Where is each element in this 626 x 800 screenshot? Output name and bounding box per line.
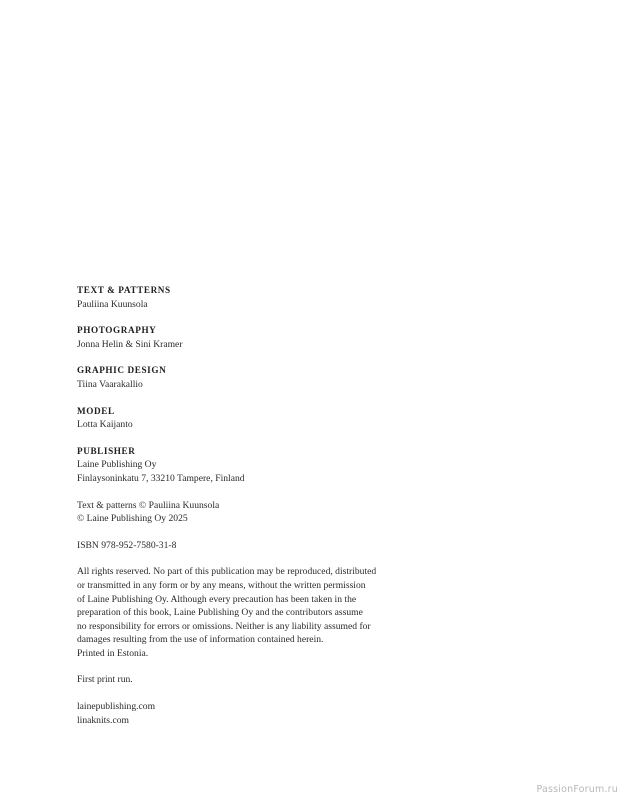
watermark: PassionForum.ru	[536, 784, 618, 795]
rights-line: no responsibility for errors or omissions. Neither is any liability assumed for	[77, 620, 371, 632]
publisher-address: Finlaysoninkatu 7, 33210 Tampere, Finland	[77, 472, 245, 484]
copyright-line: Text & patterns © Pauliina Kuunsola	[77, 499, 220, 511]
rights-line: Printed in Estonia.	[77, 647, 149, 659]
credit-name: Pauliina Kuunsola	[77, 298, 148, 310]
website-link: lainepublishing.com	[77, 701, 156, 713]
credit-heading: MODEL	[77, 405, 115, 416]
credit-heading: TEXT & PATTERNS	[77, 285, 171, 295]
isbn-block	[77, 539, 407, 553]
copyright-notice	[77, 499, 407, 526]
publisher-name: Laine Publishing Oy	[77, 459, 157, 471]
credit-name: Tiina Vaarakallio	[77, 378, 143, 390]
isbn: ISBN 978-952-7580-31-8	[77, 539, 177, 551]
website-link: linaknits.com	[77, 714, 129, 726]
credit-text-patterns	[77, 284, 407, 311]
rights-line: All rights reserved. No part of this publication may be reproduced, distributed	[77, 566, 377, 578]
rights-line: damages resulting from the use of information contained herein.	[77, 634, 324, 646]
copyright-line: © Laine Publishing Oy 2025	[77, 513, 188, 525]
rights-line: or transmitted in any form or by any means, without the written permission	[77, 579, 366, 591]
credit-graphic-design	[77, 364, 407, 391]
print-run: First print run.	[77, 674, 133, 686]
credit-name: Lotta Kaijanto	[77, 419, 133, 431]
credit-heading: PHOTOGRAPHY	[77, 325, 157, 336]
credit-model	[77, 405, 407, 432]
credit-name: Jonna Helin & Sini Kramer	[77, 338, 183, 350]
rights-line: of Laine Publishing Oy. Although every precaution has been taken in the	[77, 593, 357, 605]
colophon	[77, 284, 407, 740]
print-run-block	[77, 673, 407, 687]
rights-statement	[77, 565, 407, 660]
credit-heading: PUBLISHER	[77, 445, 136, 456]
credit-photography	[77, 324, 407, 351]
credit-publisher	[77, 445, 407, 486]
rights-line: preparation of this book, Laine Publishing Oy and the contributors assume	[77, 607, 363, 619]
credit-heading: GRAPHIC DESIGN	[77, 365, 167, 376]
websites	[77, 700, 407, 727]
